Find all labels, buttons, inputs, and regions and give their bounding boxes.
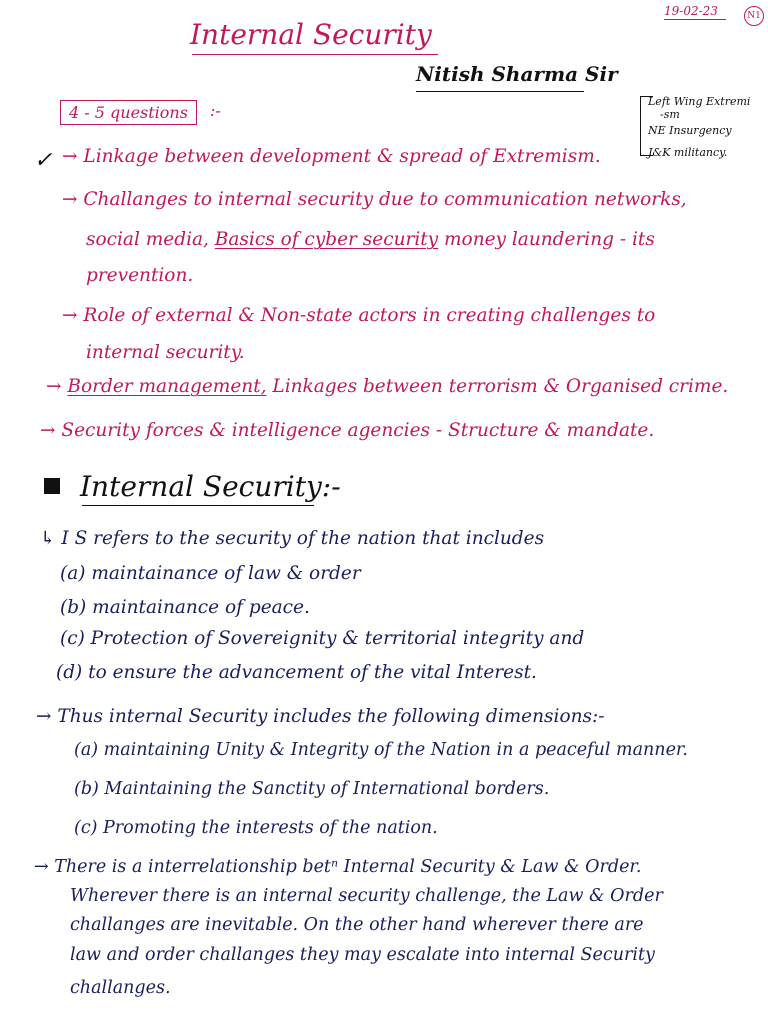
date-underline [664,19,726,20]
syllabus-item: → Challanges to internal security due to communication networks, [62,189,687,210]
underlined-topic: Border management, [67,376,267,397]
arrow-icon: → [62,146,78,167]
syllabus-item-cont: prevention. [86,265,194,286]
author-underline [416,91,584,92]
arrow-icon: → [62,305,78,326]
list-item: (a) maintainance of law & order [60,563,361,584]
list-item: (c) Promoting the interests of the nation. [74,818,438,838]
date-stamp: 19-02-23 [664,4,718,18]
arrow-icon: → [40,420,56,441]
section-heading: Internal Security:- [80,470,341,503]
page-badge: N1 [744,6,764,26]
syllabus-item: → Security forces & intelligence agencies - Structure & mandate. [40,420,655,441]
questions-box: 4 - 5 questions [60,100,197,125]
questions-box-tail: :- [210,101,221,120]
arrow-icon: → [62,189,78,210]
list-item: (b) maintainance of peace. [60,597,310,618]
definition-line: ↳ I S refers to the security of the nation that includes [40,528,545,549]
paragraph-line: → There is a interrelationship betⁿ Internal Security & Law & Order. [34,857,642,877]
syllabus-item-cont: internal security. [86,342,245,363]
paragraph-line: law and order challanges they may escalate into internal Security [70,945,655,965]
syllabus-item: → Linkage between development & spread of Extremism. [62,146,601,167]
title-underline [192,54,438,55]
list-item: (b) Maintaining the Sanctity of International borders. [74,779,550,799]
paragraph-line: Wherever there is an internal security challenge, the Law & Order [70,886,663,906]
tag-ne-insurgency: NE Insurgency [648,124,732,137]
arrow-icon: → [46,376,62,397]
syllabus-item: → Role of external & Non-state actors in creating challenges to [62,305,656,326]
page-title: Internal Security [190,18,432,51]
tag-jk-militancy: J&K militancy. [648,146,728,159]
tag-lwe-cont: -sm [660,108,680,121]
checkmark-icon: ✓ [34,148,53,173]
list-item: (d) to ensure the advancement of the vital Interest. [56,662,537,683]
syllabus-item: → Border management, Linkages between terrorism & Organised crime. [46,376,729,397]
syllabus-item-cont: social media, Basics of cyber security money laundering - its [86,229,655,250]
square-bullet-icon [44,478,60,494]
dimensions-intro: → Thus internal Security includes the following dimensions:- [36,706,605,727]
section-heading-underline [82,505,314,506]
author-name: Nitish Sharma Sir [416,62,618,86]
underlined-topic: Basics of cyber security [214,229,439,250]
tag-lwe: Left Wing Extremi [648,95,751,108]
paragraph-line: challanges. [70,978,171,998]
paragraph-line: challanges are inevitable. On the other hand wherever there are [70,915,644,935]
list-item: (a) maintaining Unity & Integrity of the Nation in a peaceful manner. [74,740,688,760]
list-item: (c) Protection of Sovereignity & territorial integrity and [60,628,585,649]
